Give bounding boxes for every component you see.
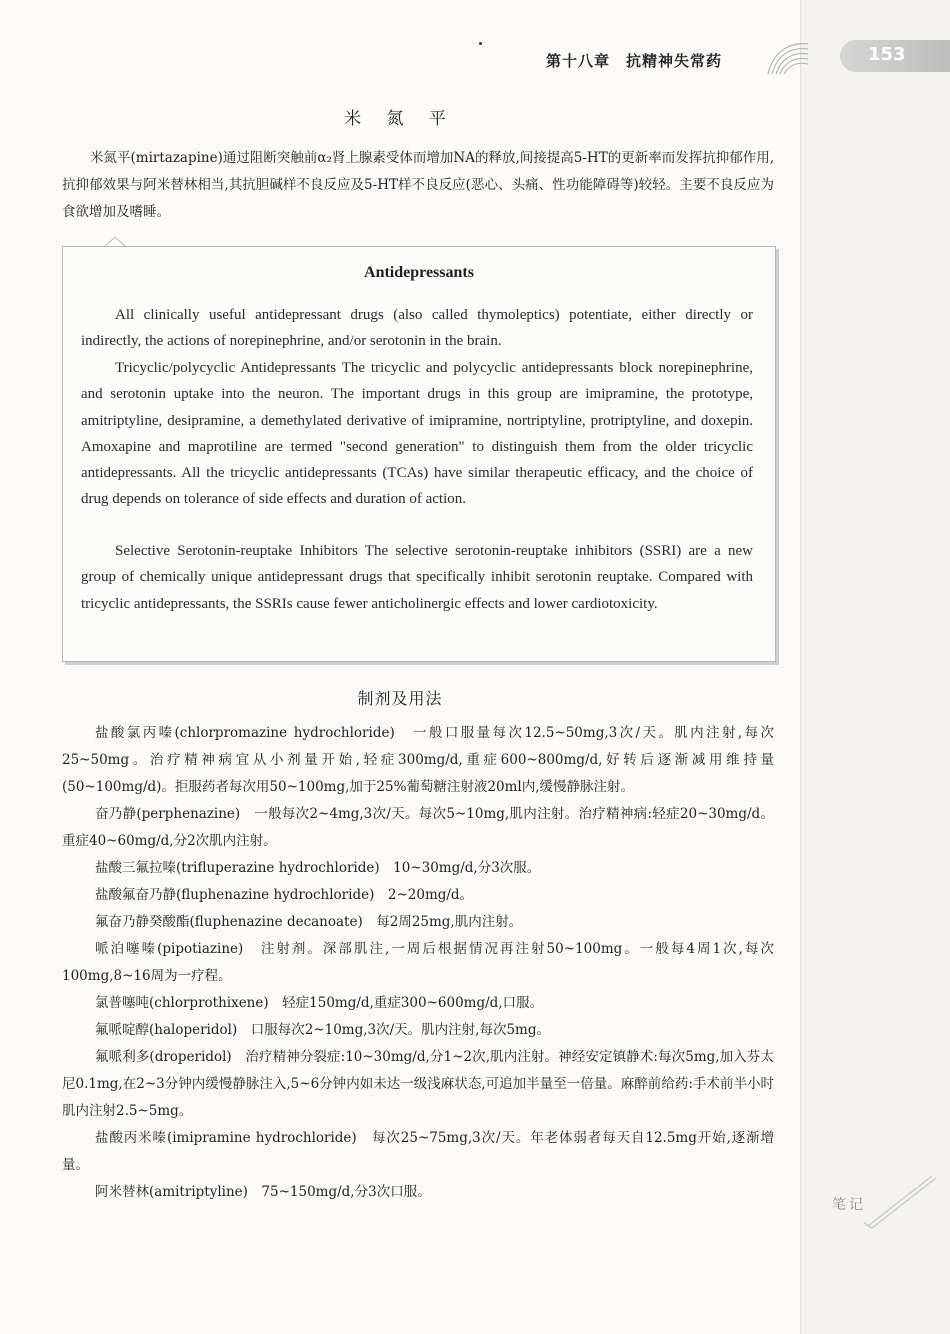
drug-dosage: 一般每次2~4mg,3次/天。每次5~10mg,肌内注射。治疗精神病:轻症20~30mg/d。重症40~60mg/d,分2次肌内注射。 xyxy=(62,806,774,849)
list-item xyxy=(62,909,774,936)
drug-dosage: 注射剂。深部肌注,一周后根据情况再注射50~100mg。一般每4周1次,每次100mg,8~16周为一疗程。 xyxy=(62,941,774,984)
swirl-decoration-icon xyxy=(764,38,810,78)
drug-dosage: 一般口服量每次12.5~50mg,3次/天。肌内注射,每次25~50mg。治疗精神病宜从小剂量开始,轻症300mg/d,重症600~800mg/d,好转后逐渐减用维持量(50~100mg/d)。拒服药者每次用50~100mg,加于25%葡萄糖注射液20ml内,缓慢静脉注射。 xyxy=(62,725,774,795)
drug-dosage: 每2周25mg,肌内注射。 xyxy=(362,914,523,930)
drug-dosage: 每次25~75mg,3次/天。年老体弱者每天自12.5mg开始,逐渐增量。 xyxy=(62,1130,774,1173)
preparations-heading: 制剂及用法 xyxy=(357,689,443,708)
drug-name: 氟哌啶醇(haloperidol) xyxy=(95,1022,238,1038)
drug-name: 阿米替林(amitriptyline) xyxy=(95,1184,248,1200)
drug-dosage: 轻症150mg/d,重症300~600mg/d,口服。 xyxy=(268,995,544,1011)
list-item xyxy=(62,1125,774,1179)
chapter-heading: 第十八章 抗精神失常药 xyxy=(546,52,723,70)
list-item xyxy=(62,936,774,990)
sidebar-title: Antidepressants xyxy=(364,264,474,281)
drug-name: 氟奋乃静癸酸酯(fluphenazine decanoate) xyxy=(95,914,363,930)
list-item xyxy=(62,1179,774,1206)
drug-name: 氟哌利多(droperidol) xyxy=(95,1049,232,1065)
list-item xyxy=(62,1044,774,1125)
antidepressants-sidebar-box xyxy=(62,246,776,662)
drug-name: 盐酸三氟拉嗪(trifluperazine hydrochloride) xyxy=(95,860,380,876)
mirtazapine-paragraph: 米氮平(mirtazapine)通过阻断突触前α₂肾上腺素受体而增加NA的释放,间接提高5-HT的更新率而发挥抗抑郁作用,抗抑郁效果与阿米替林相当,其抗胆碱样不良反应及5-HT样不良反应(恶心、头痛、性功能障碍等)较轻。主要不良反应为食欲增加及嗜睡。 xyxy=(62,150,774,220)
notes-label: 笔记 xyxy=(832,1197,866,1213)
sidebar-paragraph: Tricyclic/polycyclic Antidepressants The tricyclic and polycyclic antidepressants block norepinephrine, and serotonin uptake into the neuron. The important drugs in this group are imipramine, the prototype, amitriptyline, desipramine, a demethylated derivative of imipramine, nortriptyline, protriptyline, and doxepin. Amoxapine and maprotiline are termed "second generation" to distinguish them from the older tricyclic antidepressants. All the tricyclic antidepressants (TCAs) have similar therapeutic efficacy, and the choice of drug depends on tolerance of side effects and duration of action. xyxy=(81,360,753,508)
list-item xyxy=(62,990,774,1017)
list-item xyxy=(62,801,774,855)
list-item xyxy=(62,855,774,882)
preparations-list xyxy=(62,720,774,1206)
list-item xyxy=(62,1017,774,1044)
drug-dosage: 10~30mg/d,分3次服。 xyxy=(379,860,541,876)
drug-dosage: 口服每次2~10mg,3次/天。肌内注射,每次5mg。 xyxy=(237,1022,550,1038)
drug-name: 奋乃静(perphenazine) xyxy=(95,806,241,822)
pen-icon xyxy=(858,1170,938,1230)
drug-dosage: 75~150mg/d,分3次口服。 xyxy=(247,1184,431,1200)
drug-name: 盐酸氯丙嗪(chlorpromazine hydrochloride) xyxy=(95,725,395,741)
page-number: 153 xyxy=(868,44,906,65)
drug-dosage: 2~20mg/d。 xyxy=(374,887,474,903)
speck xyxy=(479,42,482,45)
list-item xyxy=(62,720,774,801)
mirtazapine-heading: 米 氮 平 xyxy=(344,109,456,129)
drug-name: 哌泊噻嗪(pipotiazine) xyxy=(95,941,244,957)
list-item xyxy=(62,882,774,909)
sidebar-paragraph: All clinically useful antidepressant drugs (also called thymoleptics) potentiate, either directly or indirectly, the actions of norepinephrine, and/or serotonin in the brain. xyxy=(81,307,753,350)
drug-name: 氯普噻吨(chlorprothixene) xyxy=(95,995,269,1011)
drug-name: 盐酸丙米嗪(imipramine hydrochloride) xyxy=(95,1130,357,1146)
drug-dosage: 治疗精神分裂症:10~30mg/d,分1~2次,肌内注射。神经安定镇静术:每次5mg,加入芬太尼0.1mg,在2~3分钟内缓慢静脉注入,5~6分钟内如未达一级浅麻状态,可追加半量至一倍量。麻醉前给药:手术前半小时肌内注射2.5~5mg。 xyxy=(62,1049,775,1119)
margin-column xyxy=(800,0,950,1334)
sidebar-paragraph: Selective Serotonin-reuptake Inhibitors The selective serotonin-reuptake inhibitors (SSRI) are a new group of chemically unique antidepressant drugs that specifically inhibit serotonin reuptake. Compared with tricyclic antidepressants, the SSRIs cause fewer anticholinergic effects and lower cardiotoxicity. xyxy=(81,543,753,612)
drug-name: 盐酸氟奋乃静(fluphenazine hydrochloride) xyxy=(95,887,375,903)
